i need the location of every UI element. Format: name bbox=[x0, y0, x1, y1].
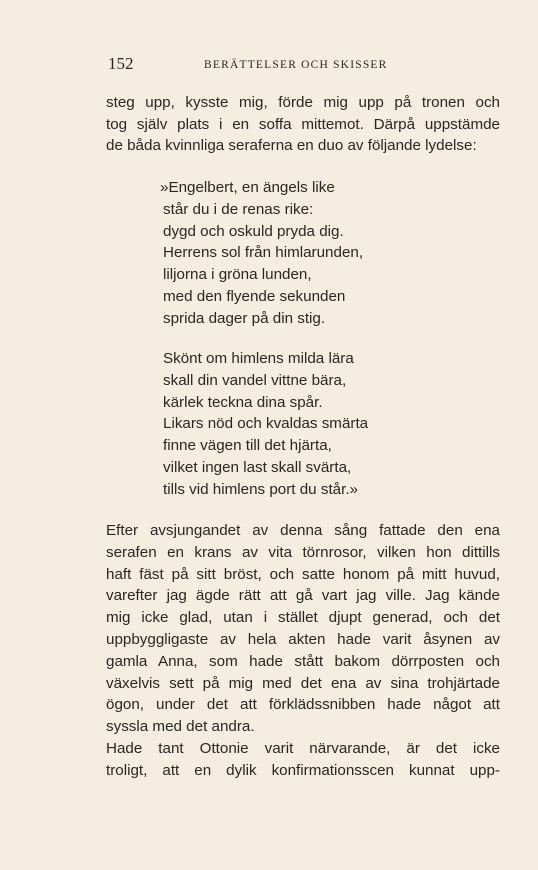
running-head: BERÄTTELSER OCH SKISSER bbox=[204, 59, 388, 71]
verse-line: tills vid himlens port du står.» bbox=[163, 480, 358, 498]
verse-line: Skönt om himlens milda lära bbox=[163, 350, 354, 367]
verse-line: liljorna i gröna lunden, bbox=[163, 266, 312, 284]
verse-line: skall din vandel vittne bära, bbox=[163, 371, 347, 389]
text-line: steg upp, kysste mig, förde mig upp på tronen och bbox=[106, 94, 500, 111]
text-line: de båda kvinnliga seraferna en duo av följande lydelse: bbox=[106, 137, 477, 155]
intro-text bbox=[106, 92, 500, 157]
text-line: varefter jag ägde rätt att gå vart jag ville. Jag kände bbox=[106, 587, 500, 605]
poem-stanza-1 bbox=[160, 177, 363, 330]
page-number: 152 bbox=[108, 54, 134, 73]
verse-line: »Engelbert, en ängels like bbox=[160, 179, 335, 196]
page-header bbox=[108, 54, 500, 76]
text-line: uppbyggligaste av hela akten hade varit åsynen av bbox=[106, 630, 500, 648]
text-line: tog själv plats i en soffa mittemot. Därpå uppstämde bbox=[106, 115, 500, 133]
text-line: gamla Anna, som hade stått bakom dörrposten och bbox=[106, 652, 500, 670]
verse-line: kärlek teckna dina spår. bbox=[163, 393, 323, 411]
text-line: syssla med det andra. bbox=[106, 718, 255, 736]
text-line: mig icke glad, utan i stället djupt generad, och det bbox=[106, 609, 500, 627]
verse-line: sprida dager på din stig. bbox=[163, 309, 326, 327]
poem-stanza-2 bbox=[160, 348, 368, 501]
text-line: serafen en krans av vita törnrosor, vilken hon dittills bbox=[106, 543, 500, 561]
text-line: haft fäst på sitt bröst, och satte honom på mitt huvud, bbox=[106, 565, 500, 583]
text-line: växelvis sett på mig med det ena av sina trohjärtade bbox=[106, 674, 500, 692]
text-line: Hade tant Ottonie varit närvarande, är det icke bbox=[106, 739, 500, 757]
text-line: ögon, under det att förklädssnibben hade något att bbox=[106, 696, 500, 714]
verse-line: Herrens sol från himlarunden, bbox=[163, 244, 364, 262]
text-line: troligt, att en dylik konfirmationsscen kunnat upp- bbox=[106, 761, 500, 779]
verse-line: finne vägen till det hjärta, bbox=[163, 437, 332, 455]
verse-line: vilket ingen last skall svärta, bbox=[163, 458, 352, 476]
verse-line: med den flyende sekunden bbox=[163, 287, 346, 305]
verse-line: dygd och oskuld pryda dig. bbox=[163, 222, 344, 240]
body-paragraphs bbox=[106, 520, 500, 782]
verse-line: står du i de renas rike: bbox=[163, 200, 314, 218]
text-line: Efter avsjungandet av denna sång fattade den ena bbox=[106, 522, 500, 539]
verse-line: Likars nöd och kvaldas smärta bbox=[163, 415, 369, 433]
